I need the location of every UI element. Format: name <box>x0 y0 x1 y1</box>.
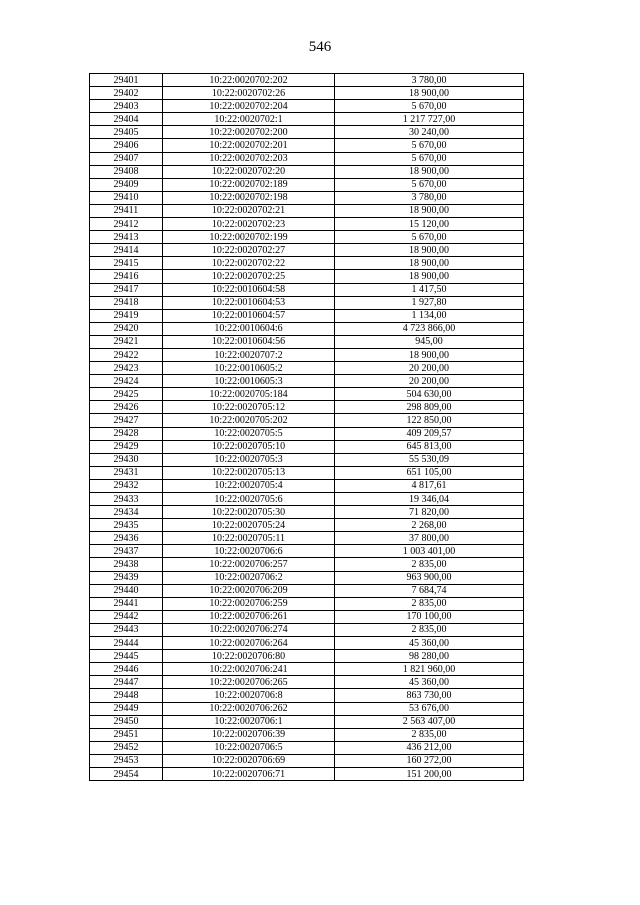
cadastral-number-cell: 10:22:0020706:209 <box>163 584 335 597</box>
value-cell: 53 676,00 <box>335 702 524 715</box>
table-row <box>90 519 524 532</box>
table-row <box>90 100 524 113</box>
table-row <box>90 335 524 348</box>
value-cell: 5 670,00 <box>335 231 524 244</box>
value-cell: 55 530,09 <box>335 453 524 466</box>
value-cell: 5 670,00 <box>335 152 524 165</box>
row-number-cell: 29450 <box>90 715 163 728</box>
table-row <box>90 676 524 689</box>
value-cell: 98 280,00 <box>335 650 524 663</box>
value-cell: 7 684,74 <box>335 584 524 597</box>
row-number-cell: 29441 <box>90 597 163 610</box>
cadastral-number-cell: 10:22:0020702:25 <box>163 270 335 283</box>
table-body <box>90 74 524 781</box>
cadastral-number-cell: 10:22:0010604:58 <box>163 283 335 296</box>
value-cell: 436 212,00 <box>335 741 524 754</box>
table-row <box>90 126 524 139</box>
table-row <box>90 558 524 571</box>
row-number-cell: 29431 <box>90 466 163 479</box>
cadastral-number-cell: 10:22:0020706:274 <box>163 623 335 636</box>
row-number-cell: 29427 <box>90 414 163 427</box>
value-cell: 1 821 960,00 <box>335 663 524 676</box>
row-number-cell: 29430 <box>90 453 163 466</box>
table-row <box>90 322 524 335</box>
row-number-cell: 29442 <box>90 610 163 623</box>
row-number-cell: 29437 <box>90 545 163 558</box>
cadastral-number-cell: 10:22:0020702:26 <box>163 87 335 100</box>
cadastral-number-cell: 10:22:0020706:264 <box>163 637 335 650</box>
row-number-cell: 29414 <box>90 244 163 257</box>
table-row <box>90 440 524 453</box>
row-number-cell: 29410 <box>90 191 163 204</box>
value-cell: 409 209,57 <box>335 427 524 440</box>
table-row <box>90 650 524 663</box>
table-row <box>90 401 524 414</box>
row-number-cell: 29433 <box>90 493 163 506</box>
value-cell: 3 780,00 <box>335 74 524 87</box>
cadastral-number-cell: 10:22:0020706:71 <box>163 767 335 780</box>
cadastral-number-cell: 10:22:0010604:6 <box>163 322 335 335</box>
table-row <box>90 466 524 479</box>
table-row <box>90 204 524 217</box>
row-number-cell: 29408 <box>90 165 163 178</box>
cadastral-number-cell: 10:22:0020705:13 <box>163 466 335 479</box>
value-cell: 45 360,00 <box>335 637 524 650</box>
row-number-cell: 29418 <box>90 296 163 309</box>
table-row <box>90 479 524 492</box>
cadastral-number-cell: 10:22:0020706:1 <box>163 715 335 728</box>
value-cell: 19 346,04 <box>335 493 524 506</box>
cadastral-number-cell: 10:22:0020707:2 <box>163 348 335 361</box>
table-row <box>90 532 524 545</box>
cadastral-number-cell: 10:22:0020702:200 <box>163 126 335 139</box>
cadastral-number-cell: 10:22:0020702:199 <box>163 231 335 244</box>
cadastral-number-cell: 10:22:0020702:204 <box>163 100 335 113</box>
table-row <box>90 689 524 702</box>
table-row <box>90 178 524 191</box>
value-cell: 122 850,00 <box>335 414 524 427</box>
cadastral-value-table <box>89 73 524 781</box>
table-row <box>90 231 524 244</box>
value-cell: 4 817,61 <box>335 479 524 492</box>
row-number-cell: 29415 <box>90 257 163 270</box>
table-row <box>90 191 524 204</box>
row-number-cell: 29411 <box>90 204 163 217</box>
row-number-cell: 29447 <box>90 676 163 689</box>
table-row <box>90 362 524 375</box>
cadastral-number-cell: 10:22:0020706:80 <box>163 650 335 663</box>
table-row <box>90 348 524 361</box>
table-row <box>90 610 524 623</box>
row-number-cell: 29425 <box>90 388 163 401</box>
row-number-cell: 29409 <box>90 178 163 191</box>
table-row <box>90 453 524 466</box>
row-number-cell: 29435 <box>90 519 163 532</box>
table-row <box>90 427 524 440</box>
cadastral-number-cell: 10:22:0020705:6 <box>163 493 335 506</box>
cadastral-number-cell: 10:22:0020702:21 <box>163 204 335 217</box>
table-row <box>90 702 524 715</box>
value-cell: 18 900,00 <box>335 348 524 361</box>
row-number-cell: 29445 <box>90 650 163 663</box>
row-number-cell: 29421 <box>90 335 163 348</box>
row-number-cell: 29449 <box>90 702 163 715</box>
cadastral-number-cell: 10:22:0020705:4 <box>163 479 335 492</box>
table-row <box>90 270 524 283</box>
cadastral-number-cell: 10:22:0020706:39 <box>163 728 335 741</box>
value-cell: 170 100,00 <box>335 610 524 623</box>
row-number-cell: 29413 <box>90 231 163 244</box>
table-row <box>90 571 524 584</box>
row-number-cell: 29429 <box>90 440 163 453</box>
table-row <box>90 506 524 519</box>
value-cell: 18 900,00 <box>335 244 524 257</box>
value-cell: 651 105,00 <box>335 466 524 479</box>
value-cell: 5 670,00 <box>335 139 524 152</box>
value-cell: 645 813,00 <box>335 440 524 453</box>
cadastral-number-cell: 10:22:0020705:5 <box>163 427 335 440</box>
table-row <box>90 388 524 401</box>
cadastral-number-cell: 10:22:0020706:6 <box>163 545 335 558</box>
value-cell: 15 120,00 <box>335 218 524 231</box>
table-row <box>90 597 524 610</box>
value-cell: 18 900,00 <box>335 165 524 178</box>
value-cell: 298 809,00 <box>335 401 524 414</box>
cadastral-number-cell: 10:22:0020706:259 <box>163 597 335 610</box>
table-row <box>90 309 524 322</box>
cadastral-number-cell: 10:22:0020702:1 <box>163 113 335 126</box>
table-row <box>90 623 524 636</box>
row-number-cell: 29443 <box>90 623 163 636</box>
value-cell: 863 730,00 <box>335 689 524 702</box>
value-cell: 2 835,00 <box>335 558 524 571</box>
value-cell: 945,00 <box>335 335 524 348</box>
cadastral-number-cell: 10:22:0010604:57 <box>163 309 335 322</box>
row-number-cell: 29434 <box>90 506 163 519</box>
cadastral-number-cell: 10:22:0020706:69 <box>163 754 335 767</box>
value-cell: 4 723 866,00 <box>335 322 524 335</box>
table-row <box>90 375 524 388</box>
cadastral-number-cell: 10:22:0020705:184 <box>163 388 335 401</box>
value-cell: 30 240,00 <box>335 126 524 139</box>
row-number-cell: 29436 <box>90 532 163 545</box>
row-number-cell: 29444 <box>90 637 163 650</box>
value-cell: 151 200,00 <box>335 767 524 780</box>
value-cell: 71 820,00 <box>335 506 524 519</box>
cadastral-number-cell: 10:22:0020702:22 <box>163 257 335 270</box>
row-number-cell: 29416 <box>90 270 163 283</box>
value-cell: 5 670,00 <box>335 178 524 191</box>
row-number-cell: 29432 <box>90 479 163 492</box>
table-row <box>90 414 524 427</box>
table-row <box>90 715 524 728</box>
row-number-cell: 29451 <box>90 728 163 741</box>
value-cell: 5 670,00 <box>335 100 524 113</box>
row-number-cell: 29403 <box>90 100 163 113</box>
value-cell: 1 927,80 <box>335 296 524 309</box>
row-number-cell: 29405 <box>90 126 163 139</box>
table-row <box>90 545 524 558</box>
row-number-cell: 29452 <box>90 741 163 754</box>
table-row <box>90 283 524 296</box>
table-row <box>90 493 524 506</box>
table-row <box>90 113 524 126</box>
cadastral-number-cell: 10:22:0020706:261 <box>163 610 335 623</box>
value-cell: 3 780,00 <box>335 191 524 204</box>
value-cell: 37 800,00 <box>335 532 524 545</box>
row-number-cell: 29420 <box>90 322 163 335</box>
table-row <box>90 754 524 767</box>
table-row <box>90 139 524 152</box>
row-number-cell: 29412 <box>90 218 163 231</box>
page-number: 546 <box>308 39 332 55</box>
cadastral-number-cell: 10:22:0010605:3 <box>163 375 335 388</box>
value-cell: 20 200,00 <box>335 362 524 375</box>
table-row <box>90 637 524 650</box>
table-row <box>90 257 524 270</box>
table-row <box>90 741 524 754</box>
value-cell: 20 200,00 <box>335 375 524 388</box>
row-number-cell: 29438 <box>90 558 163 571</box>
table-row <box>90 728 524 741</box>
value-cell: 18 900,00 <box>335 87 524 100</box>
cadastral-number-cell: 10:22:0020702:20 <box>163 165 335 178</box>
cadastral-number-cell: 10:22:0020705:11 <box>163 532 335 545</box>
cadastral-number-cell: 10:22:0020705:24 <box>163 519 335 532</box>
table-row <box>90 584 524 597</box>
table-row <box>90 152 524 165</box>
row-number-cell: 29440 <box>90 584 163 597</box>
cadastral-number-cell: 10:22:0020706:257 <box>163 558 335 571</box>
cadastral-number-cell: 10:22:0020702:201 <box>163 139 335 152</box>
row-number-cell: 29406 <box>90 139 163 152</box>
table-row <box>90 87 524 100</box>
cadastral-number-cell: 10:22:0020702:27 <box>163 244 335 257</box>
value-cell: 963 900,00 <box>335 571 524 584</box>
cadastral-number-cell: 10:22:0020705:12 <box>163 401 335 414</box>
cadastral-number-cell: 10:22:0020706:5 <box>163 741 335 754</box>
table-row <box>90 296 524 309</box>
row-number-cell: 29428 <box>90 427 163 440</box>
table-row <box>90 767 524 780</box>
cadastral-number-cell: 10:22:0020705:202 <box>163 414 335 427</box>
row-number-cell: 29423 <box>90 362 163 375</box>
table-row <box>90 663 524 676</box>
row-number-cell: 29426 <box>90 401 163 414</box>
value-cell: 160 272,00 <box>335 754 524 767</box>
value-cell: 2 835,00 <box>335 623 524 636</box>
cadastral-number-cell: 10:22:0020705:3 <box>163 453 335 466</box>
value-cell: 1 134,00 <box>335 309 524 322</box>
row-number-cell: 29419 <box>90 309 163 322</box>
row-number-cell: 29417 <box>90 283 163 296</box>
value-cell: 2 268,00 <box>335 519 524 532</box>
row-number-cell: 29401 <box>90 74 163 87</box>
row-number-cell: 29453 <box>90 754 163 767</box>
value-cell: 1 003 401,00 <box>335 545 524 558</box>
cadastral-number-cell: 10:22:0020706:265 <box>163 676 335 689</box>
value-cell: 2 563 407,00 <box>335 715 524 728</box>
row-number-cell: 29402 <box>90 87 163 100</box>
cadastral-number-cell: 10:22:0020706:262 <box>163 702 335 715</box>
value-cell: 18 900,00 <box>335 257 524 270</box>
value-cell: 2 835,00 <box>335 597 524 610</box>
cadastral-number-cell: 10:22:0010604:56 <box>163 335 335 348</box>
cadastral-number-cell: 10:22:0020702:189 <box>163 178 335 191</box>
cadastral-number-cell: 10:22:0020706:8 <box>163 689 335 702</box>
row-number-cell: 29404 <box>90 113 163 126</box>
value-cell: 18 900,00 <box>335 270 524 283</box>
cadastral-number-cell: 10:22:0020706:2 <box>163 571 335 584</box>
cadastral-number-cell: 10:22:0020705:10 <box>163 440 335 453</box>
value-cell: 504 630,00 <box>335 388 524 401</box>
row-number-cell: 29448 <box>90 689 163 702</box>
row-number-cell: 29424 <box>90 375 163 388</box>
value-cell: 2 835,00 <box>335 728 524 741</box>
cadastral-number-cell: 10:22:0020702:198 <box>163 191 335 204</box>
row-number-cell: 29407 <box>90 152 163 165</box>
row-number-cell: 29422 <box>90 348 163 361</box>
cadastral-number-cell: 10:22:0020702:202 <box>163 74 335 87</box>
cadastral-number-cell: 10:22:0010605:2 <box>163 362 335 375</box>
cadastral-number-cell: 10:22:0020702:23 <box>163 218 335 231</box>
value-cell: 18 900,00 <box>335 204 524 217</box>
row-number-cell: 29439 <box>90 571 163 584</box>
row-number-cell: 29454 <box>90 767 163 780</box>
value-cell: 45 360,00 <box>335 676 524 689</box>
cadastral-number-cell: 10:22:0020706:241 <box>163 663 335 676</box>
cadastral-number-cell: 10:22:0010604:53 <box>163 296 335 309</box>
table-row <box>90 165 524 178</box>
value-cell: 1 217 727,00 <box>335 113 524 126</box>
table-row <box>90 218 524 231</box>
row-number-cell: 29446 <box>90 663 163 676</box>
cadastral-number-cell: 10:22:0020705:30 <box>163 506 335 519</box>
value-cell: 1 417,50 <box>335 283 524 296</box>
table-row <box>90 74 524 87</box>
cadastral-number-cell: 10:22:0020702:203 <box>163 152 335 165</box>
table-row <box>90 244 524 257</box>
